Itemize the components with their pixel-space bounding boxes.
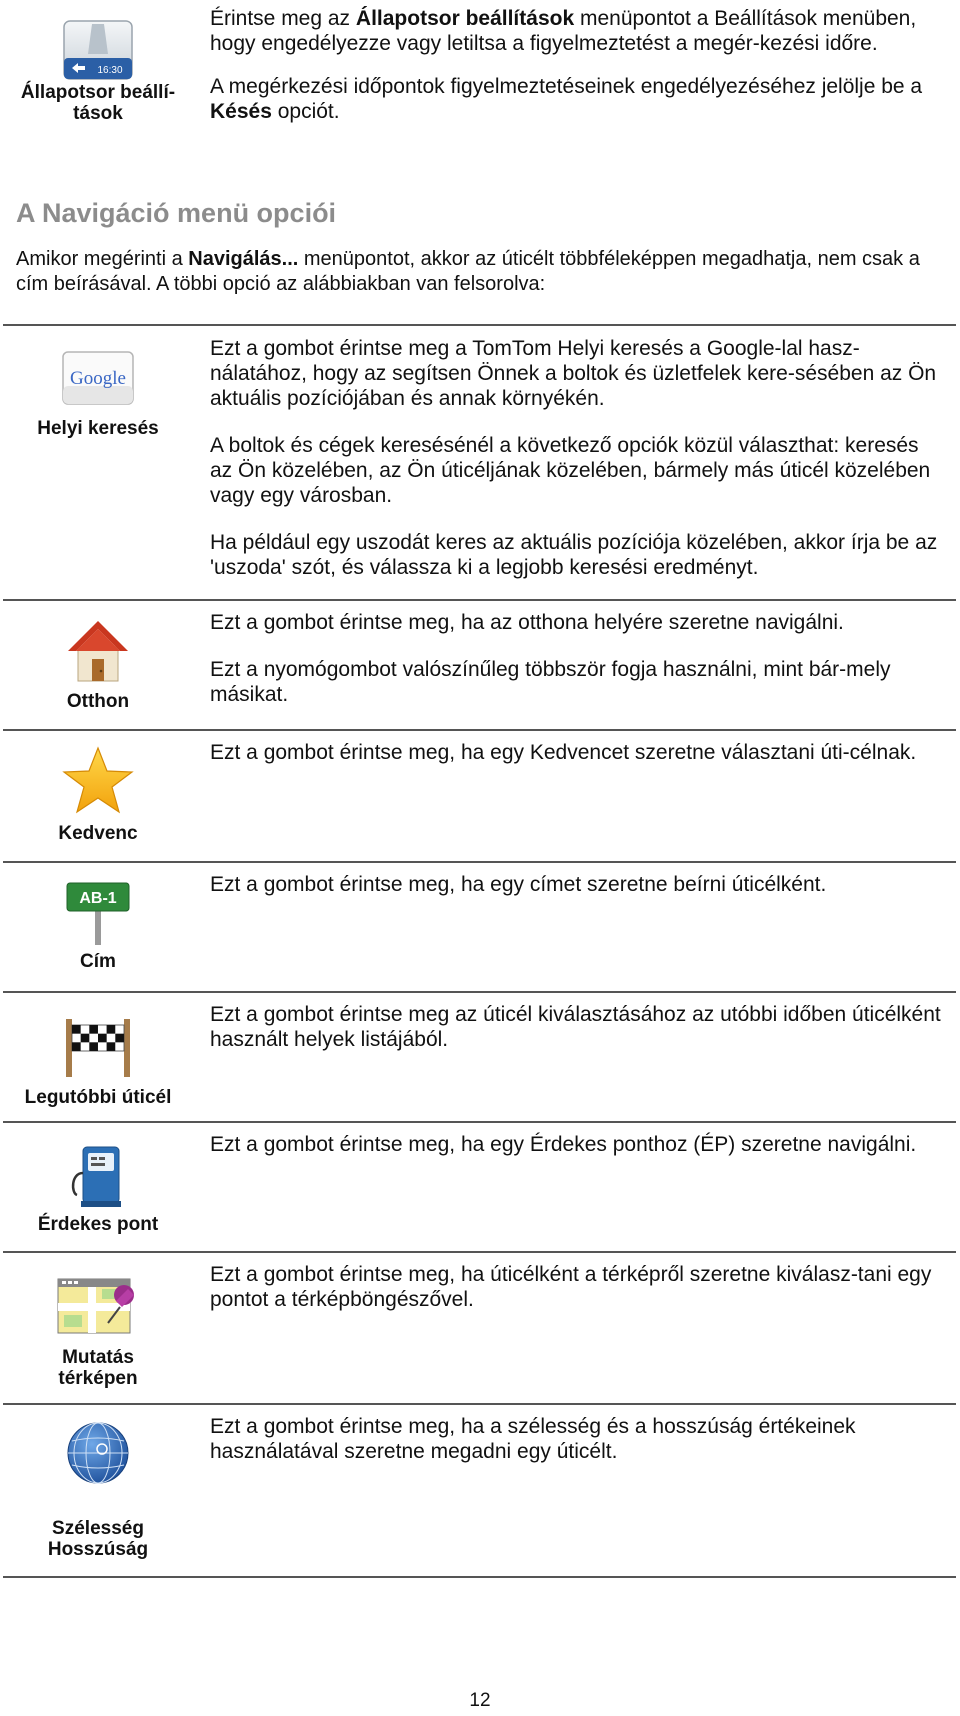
paragraph: Ezt a gombot érintse meg, ha egy Kedvencet szeretne választani úti-célnak. — [210, 741, 917, 764]
paragraph: Ezt a nyomógombot valószínűleg többször fogja használni, mint bár-mely másikat. — [210, 658, 891, 706]
option-label-favourite: Kedvenc — [58, 823, 138, 844]
option-text-home — [210, 610, 945, 729]
map-pin-icon[interactable] — [54, 1273, 142, 1339]
status-bar-para-1: Érintse meg az Állapotsor beállítások menüpontot a Beállítások menüben, hogy engedélyezze vagy letiltsa a figyelmeztetést a megér-kezési időre. — [210, 7, 917, 55]
option-text-address — [210, 872, 945, 919]
option-text-local-search — [210, 336, 945, 602]
checkered-flag-icon[interactable] — [62, 1015, 134, 1077]
home-icon[interactable] — [66, 615, 130, 685]
option-text-point-on-map — [210, 1262, 945, 1334]
option-row-home — [0, 601, 960, 729]
option-text-favourite — [210, 740, 945, 787]
option-row-local-search — [0, 326, 960, 599]
road-sign-icon[interactable] — [63, 881, 133, 945]
option-text-poi — [210, 1132, 945, 1179]
option-label-local-search: Helyi keresés — [37, 418, 159, 439]
option-row-favourite — [0, 731, 960, 861]
paragraph: Ezt a gombot érintse meg, ha egy címet szeretne beírni úticélként. — [210, 873, 827, 896]
fuel-pump-icon[interactable] — [67, 1143, 129, 1207]
option-row-point-on-map — [0, 1253, 960, 1403]
paragraph: Ezt a gombot érintse meg, ha a szélesség és a hosszúság értékeinek használatával szeretne megadni egy úticélt. — [210, 1415, 856, 1463]
star-icon[interactable] — [62, 745, 134, 815]
option-label-address: Cím — [80, 951, 116, 972]
section-intro: Amikor megérinti a Navigálás... menüpontot, akkor az úticélt többféleképpen megadhatja, nem csak a cím beírásával. A többi opció az alábbiakban van felsorolva: — [16, 248, 920, 295]
option-row-address — [0, 863, 960, 991]
paragraph: Ezt a gombot érintse meg az úticél kiválasztásához az utóbbi időben úticélként használt helyek listájából. — [210, 1003, 941, 1051]
paragraph: Ezt a gombot érintse meg a TomTom Helyi keresés a Google-lal hasz-nálatához, hogy az segítsen Önnek a boltok és üzletfelek kere-sésében az Ön aktuális pozíciójában és annak környékén. — [210, 337, 937, 410]
paragraph: Ezt a gombot érintse meg, ha az otthona helyére szeretne navigálni. — [210, 611, 844, 634]
status-bar-settings-row — [0, 0, 960, 180]
status-bar-icon — [58, 18, 138, 84]
paragraph: Ezt a gombot érintse meg, ha egy Érdekes ponthoz (ÉP) szeretne navigálni. — [210, 1133, 917, 1156]
paragraph: Ezt a gombot érintse meg, ha úticélként a térképről szeretne kiválasz-tani egy pontot a térképböngészővel. — [210, 1263, 932, 1311]
page-number: 12 — [469, 1690, 491, 1711]
svg-text:AB-1: AB-1 — [79, 890, 117, 907]
option-text-lat-long — [210, 1414, 945, 1486]
globe-icon[interactable] — [64, 1419, 132, 1487]
option-label-recent-destination: Legutóbbi úticél — [24, 1087, 172, 1108]
paragraph: A boltok és cégek keresésénél a következő opciók közül választhat: keresés az Ön közelében, az Ön úticéljának közelében, bármely más úticél közelében vagy egy városban. — [210, 434, 931, 507]
option-label-home: Otthon — [66, 691, 130, 712]
divider — [3, 1576, 956, 1578]
option-row-poi — [0, 1123, 960, 1251]
status-bar-para-2: A megérkezési időpontok figyelmeztetéseinek engedélyezéséhez jelölje be a Késés opciót. — [210, 75, 923, 123]
status-bar-settings-text — [210, 6, 945, 146]
option-label-point-on-map: Mutatás térképen — [58, 1347, 138, 1389]
paragraph: Ha például egy uszodát keres az aktuális pozíciója közelében, akkor írja be az 'uszoda' szót, és válassza ki a legjobb keresési eredményt. — [210, 531, 938, 579]
option-row-recent-destination — [0, 993, 960, 1121]
google-icon[interactable] — [59, 346, 137, 410]
status-bar-settings-label: Állapotsor beállí- tások — [20, 82, 176, 124]
option-row-lat-long — [0, 1405, 960, 1575]
option-text-recent-destination — [210, 1002, 945, 1074]
svg-text:Google: Google — [70, 368, 126, 389]
svg-text:16:30: 16:30 — [97, 65, 123, 76]
option-label-poi: Érdekes pont — [37, 1214, 159, 1235]
option-label-lat-long: Szélesség Hosszúság — [47, 1518, 149, 1560]
section-heading: A Navigáció menü opciói — [16, 198, 337, 228]
